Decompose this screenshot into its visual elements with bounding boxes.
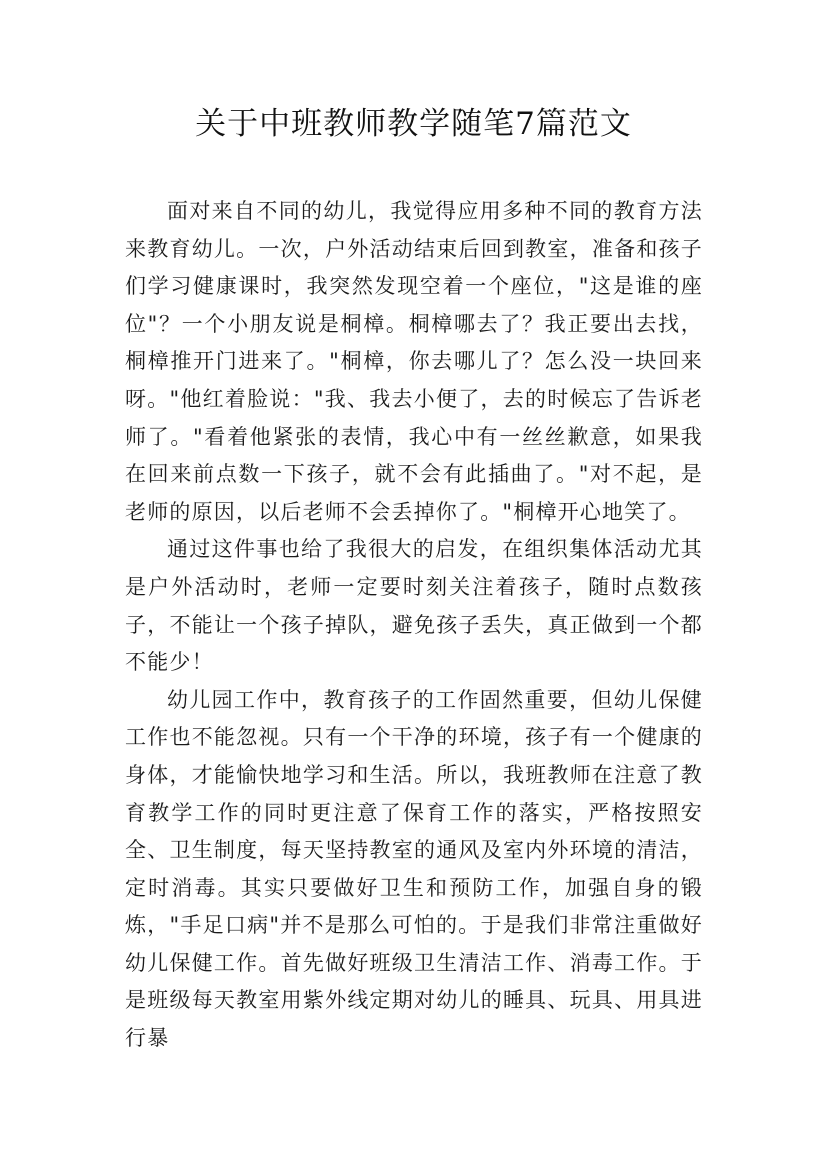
document-body [125,193,703,1058]
paragraph-1: 面对来自不同的幼儿，我觉得应用多种不同的教育方法来教育幼儿。一次，户外活动结束后回到教室，准备和孩子们学习健康课时，我突然发现空着一个座位，"这是谁的座位"？一个小朋友说是桐樟。桐樟哪去了？我正要出去找，桐樟推开门进来了。"桐樟，你去哪儿了？怎么没一块回来呀。"他红着脸说："我、我去小便了，去的时候忘了告诉老师了。"看着他紧张的表情，我心中有一丝丝歉意，如果我在回来前点数一下孩子，就不会有此插曲了。"对不起，是老师的原因，以后老师不会丢掉你了。"桐樟开心地笑了。 [125,199,703,524]
document-title: 关于中班教师教学随笔7篇范文 [195,106,632,142]
paragraph-2: 通过这件事也给了我很大的启发，在组织集体活动尤其是户外活动时，老师一定要时刻关注着孩子，随时点数孩子，不能让一个孩子掉队，避免孩子丢失，真正做到一个都不能少！ [125,537,703,675]
paragraph-3: 幼儿园工作中，教育孩子的工作固然重要，但幼儿保健工作也不能忽视。只有一个干净的环境，孩子有一个健康的身体，才能愉快地学习和生活。所以，我班教师在注意了教育教学工作的同时更注意了保育工作的落实，严格按照安全、卫生制度，每天坚持教室的通风及室内外环境的清洁，定时消毒。其实只要做好卫生和预防工作，加强自身的锻炼，"手足口病"并不是那么可怕的。于是我们非常注重做好幼儿保健工作。首先做好班级卫生清洁工作、消毒工作。于是班级每天教室用紫外线定期对幼儿的睡具、玩具、用具进行暴 [125,687,703,1051]
